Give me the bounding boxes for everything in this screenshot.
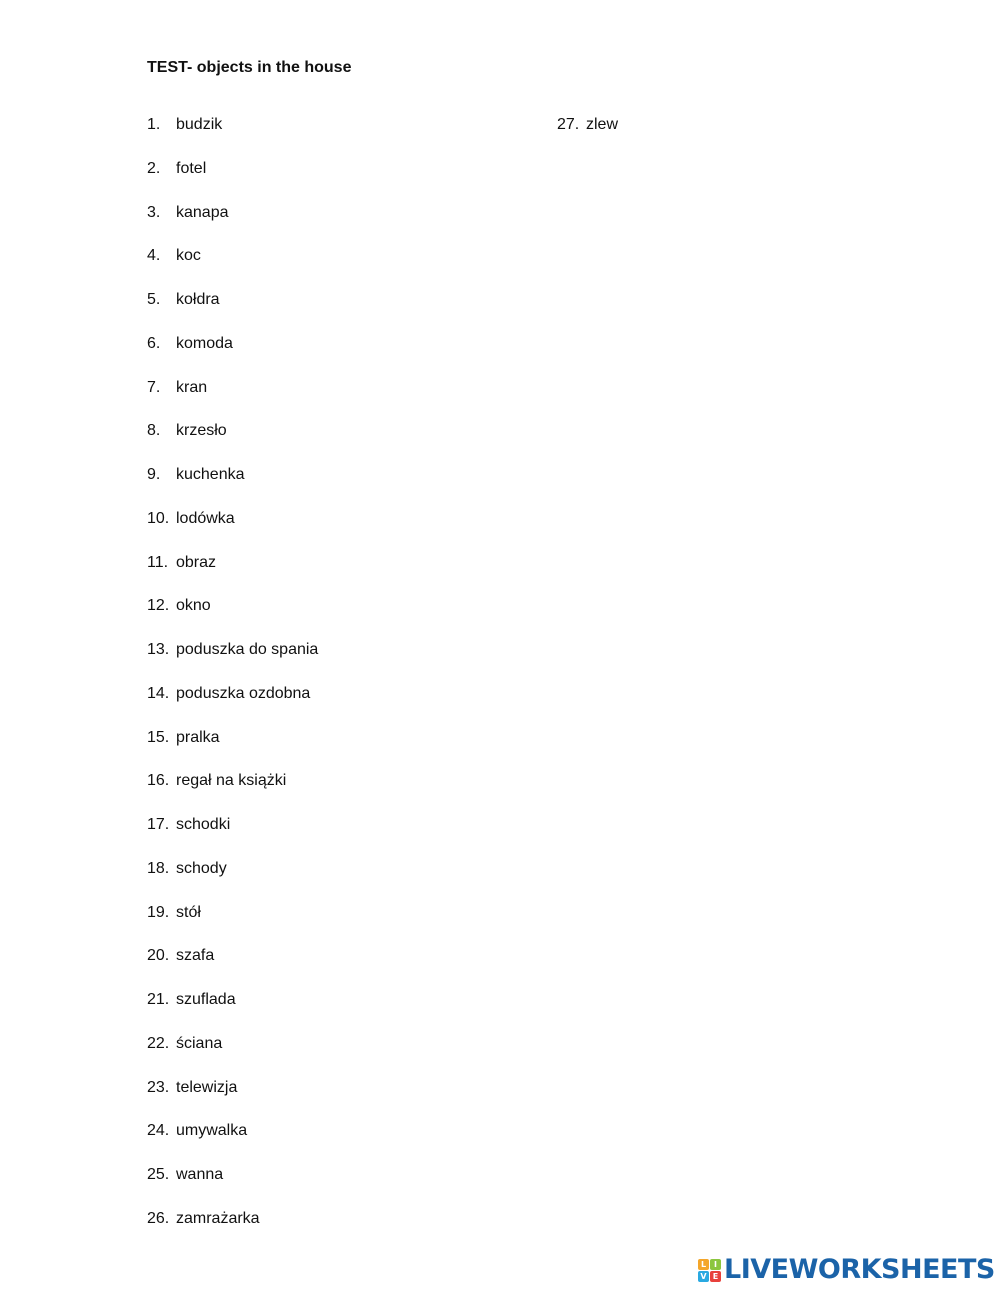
list-item-number: 19. — [147, 903, 170, 921]
list-item — [147, 465, 318, 509]
list-item — [147, 815, 318, 859]
list-item-word: szafa — [176, 947, 215, 965]
list-item-word: stół — [176, 903, 201, 921]
list-item-word: umywalka — [176, 1122, 248, 1140]
list-item-word: fotel — [176, 159, 207, 177]
list-item-word: schodki — [176, 816, 231, 833]
list-item-number: 11. — [147, 553, 169, 571]
list-item-word: lodówka — [176, 509, 235, 527]
list-item-number: 2. — [147, 159, 161, 177]
list-item-number: 1. — [147, 116, 161, 133]
list-item — [147, 421, 318, 465]
list-item — [147, 1209, 318, 1253]
list-item-word: schody — [176, 859, 227, 877]
logo-grid-icon — [698, 1259, 721, 1282]
list-item — [147, 990, 318, 1034]
logo-cell: I — [710, 1259, 721, 1270]
list-item-number: 18. — [147, 859, 170, 877]
list-item — [147, 1034, 318, 1078]
list-item-number: 24. — [147, 1122, 170, 1140]
list-item-number: 20. — [147, 947, 170, 965]
list-item-word: pralka — [176, 728, 220, 746]
list-item-word: kołdra — [176, 291, 220, 308]
list-item — [147, 159, 318, 203]
list-item-number: 23. — [147, 1078, 170, 1096]
list-item-word: kanapa — [176, 203, 229, 221]
list-item-word: zlew — [586, 116, 619, 133]
list-item — [147, 290, 318, 334]
list-item-word: budzik — [176, 116, 223, 133]
list-item-word: kuchenka — [176, 466, 245, 483]
word-list-right — [557, 115, 618, 159]
list-item-number: 8. — [147, 422, 161, 440]
list-item — [147, 203, 318, 247]
list-item-number: 25. — [147, 1166, 170, 1183]
list-item-number: 13. — [147, 641, 170, 658]
list-item-number: 17. — [147, 816, 170, 833]
list-item-number: 16. — [147, 772, 170, 790]
list-item — [147, 553, 318, 597]
list-item — [147, 903, 318, 947]
list-item — [557, 115, 618, 159]
list-item — [147, 859, 318, 903]
list-item-number: 12. — [147, 597, 170, 615]
list-item-number: 27. — [557, 116, 580, 133]
list-item-number: 4. — [147, 247, 161, 265]
list-item-number: 3. — [147, 203, 161, 221]
list-item-word: krzesło — [176, 422, 227, 440]
list-item-word: kran — [176, 378, 208, 396]
list-item-word: poduszka do spania — [176, 641, 319, 658]
list-item-number: 6. — [147, 334, 161, 352]
list-item-word: koc — [176, 247, 201, 265]
word-list-left — [147, 115, 318, 1253]
list-item-number: 26. — [147, 1209, 170, 1227]
list-item-number: 21. — [147, 991, 170, 1008]
list-item-word: okno — [176, 597, 211, 615]
list-item-word: telewizja — [176, 1078, 238, 1096]
list-item-number: 22. — [147, 1034, 170, 1052]
list-item — [147, 771, 318, 815]
list-item — [147, 728, 318, 772]
list-item-number: 10. — [147, 509, 170, 527]
list-item — [147, 115, 318, 159]
list-item — [147, 509, 318, 553]
list-item-number: 5. — [147, 291, 161, 308]
list-item-word: wanna — [176, 1166, 224, 1183]
list-item — [147, 246, 318, 290]
list-item-word: komoda — [176, 334, 233, 352]
list-item-number: 14. — [147, 684, 170, 702]
list-item — [147, 640, 318, 684]
list-item — [147, 378, 318, 422]
list-item-number: 9. — [147, 466, 161, 483]
list-item — [147, 1165, 318, 1209]
list-item-word: regał na książki — [176, 772, 287, 790]
list-item — [147, 334, 318, 378]
list-item-word: ściana — [176, 1034, 223, 1052]
list-item-word: zamrażarka — [176, 1209, 260, 1227]
logo-cell: E — [710, 1271, 721, 1282]
list-item-word: poduszka ozdobna — [176, 684, 311, 702]
page-title: TEST- objects in the house — [147, 59, 352, 76]
list-item — [147, 684, 318, 728]
logo-text: LIVEWORKSHEETS — [724, 1254, 995, 1285]
list-item — [147, 596, 318, 640]
logo-cell: L — [698, 1259, 709, 1270]
list-item-word: szuflada — [176, 991, 236, 1008]
list-item-number: 15. — [147, 728, 170, 746]
list-item-number: 7. — [147, 378, 161, 396]
list-item — [147, 946, 318, 990]
list-item — [147, 1121, 318, 1165]
list-item — [147, 1078, 318, 1122]
logo-cell: V — [698, 1271, 709, 1282]
list-item-word: obraz — [176, 553, 217, 571]
liveworksheets-logo — [698, 1255, 995, 1285]
